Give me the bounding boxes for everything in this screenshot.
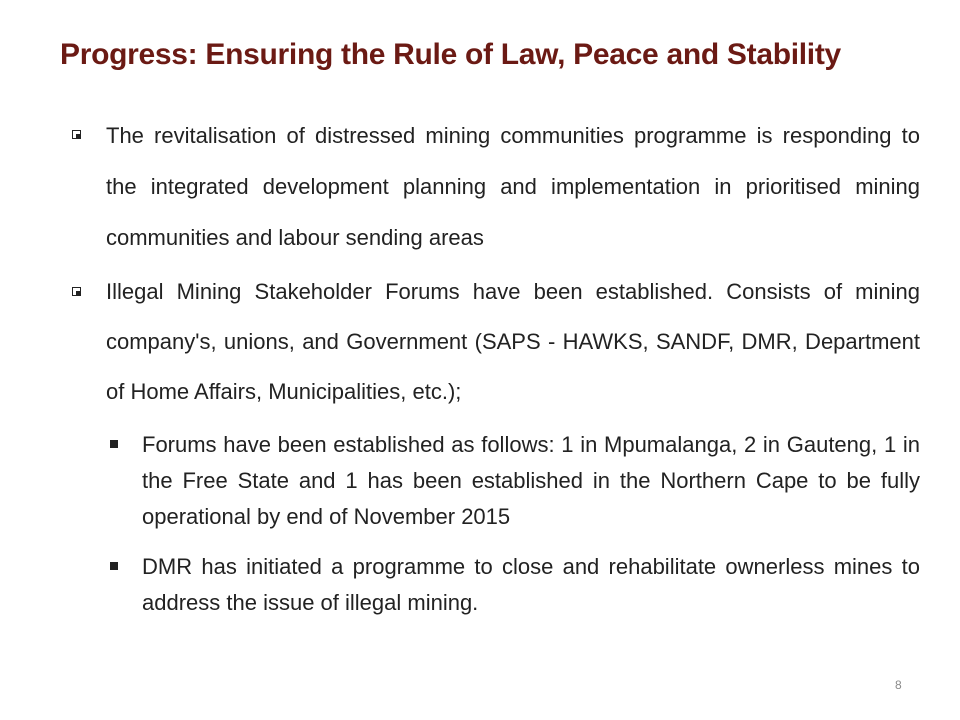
filled-square-bullet-icon: [110, 562, 118, 570]
slide-content: [70, 110, 920, 621]
slide-title: Progress: Ensuring the Rule of Law, Peace and Stability: [60, 38, 841, 71]
checkbox-square-bullet-icon: [72, 287, 81, 296]
sub-bullet-item: [106, 549, 920, 621]
bullet-text: Illegal Mining Stakeholder Forums have been established. Consists of mining company's, unions, and Government (SAPS - HAWKS, SANDF, DMR, Department of Home Affairs, Municipalities, etc.);: [106, 279, 920, 404]
bullet-text: The revitalisation of distressed mining communities programme is responding to the integrated development planning and implementation in prioritised mining communities and labour sending areas: [106, 123, 920, 250]
bullet-item: [70, 267, 920, 417]
sub-bullet-text: DMR has initiated a programme to close and rehabilitate ownerless mines to address the issue of illegal mining.: [142, 554, 920, 615]
sub-bullet-text: Forums have been established as follows: 1 in Mpumalanga, 2 in Gauteng, 1 in the Free State and 1 has been established in the Northern Cape to be fully operational by end of November 2015: [142, 432, 920, 529]
sub-bullet-item: [106, 427, 920, 535]
filled-square-bullet-icon: [110, 440, 118, 448]
checkbox-square-bullet-icon: [72, 130, 81, 139]
bullet-item: [70, 110, 920, 263]
page-number: 8: [895, 678, 902, 692]
